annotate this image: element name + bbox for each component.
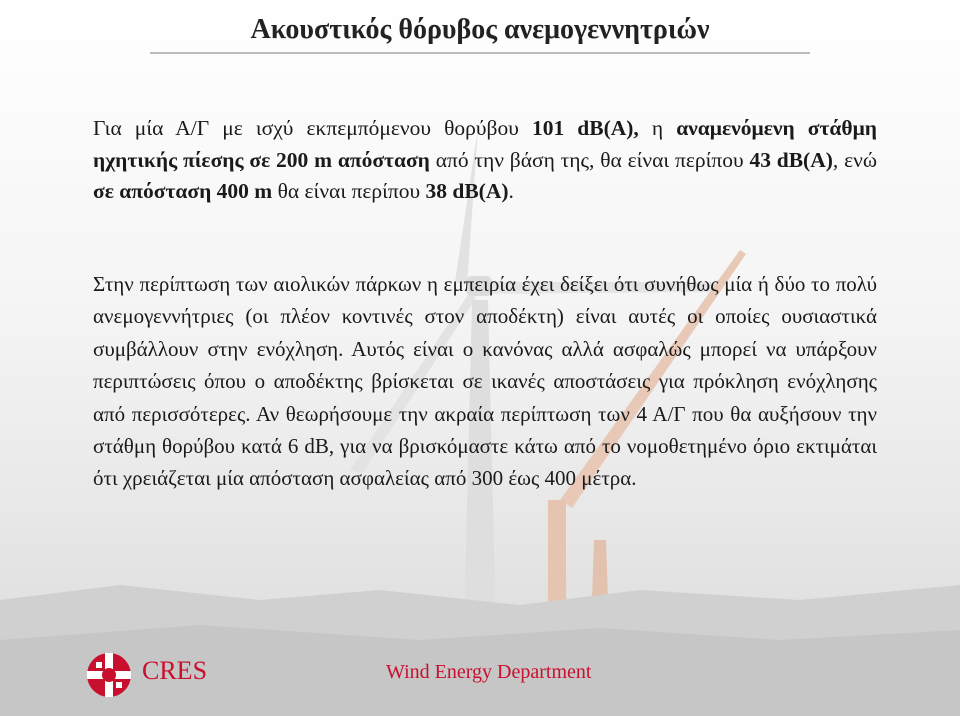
- title-divider: [150, 52, 810, 54]
- noise-level-paragraph: [93, 113, 877, 208]
- cres-logo-icon: [84, 650, 134, 700]
- distance-400m-phrase: σε απόσταση 400 m: [93, 179, 273, 203]
- footer: [0, 638, 960, 698]
- slide-title: Ακουστικός θόρυβος ανεμογεννητριών: [250, 14, 710, 45]
- p1-text: .: [508, 179, 514, 203]
- expected-sound-pressure-phrase: αναμενόμενη στάθμη ηχητικής πίεσης σε 200 m απόσταση: [93, 116, 878, 172]
- p1-text: η: [638, 116, 664, 140]
- p1-text: θα είναι περίπου: [272, 179, 426, 203]
- cres-logo-text: CRES: [142, 656, 208, 685]
- level-at-400m: 38 dB(A): [425, 179, 509, 203]
- p1-text: από την βάση της, θα είναι περίπου: [429, 147, 750, 172]
- wind-park-experience-paragraph: Στην περίπτωση των αιολικών πάρκων η εμπειρία έχει δείξει ότι συνήθως μία ή δύο το πολύ ανεμογεννήτριες (οι πλέον κοντινές στον αποδέκτη) είναι αυτές οι οποίες ουσιαστικά συμβάλλουν στην ενόχληση. Αυτός είναι ο κανόνας αλλά ασφαλώς μπορεί να υπάρξουν περιπτώσεις όπου ο αποδέκτης βρίσκεται σε ικανές αποστάσεις για πρόκληση ενόχλησης από περισσότερες. Αν θεωρήσουμε την ακραία περίπτωση των 4 Α/Γ που θα αυξήσουν την στάθμη θορύβου κατά 6 dB, για να βρισκόμαστε κάτω από το νομοθετημένο όριο εκτιμάται ότι χρειάζεται μία απόσταση ασφαλείας από 300 έως 400 μέτρα.: [93, 272, 877, 491]
- department-name: Wind Energy Department: [386, 661, 592, 683]
- emission-level: 101 dB(A),: [531, 116, 639, 140]
- p1-text: Για μία Α/Γ με ισχύ εκπεμπόμενου θορύβου: [93, 116, 519, 140]
- level-at-200m: 43 dB(A): [749, 147, 833, 172]
- p1-text: , ενώ: [832, 147, 878, 172]
